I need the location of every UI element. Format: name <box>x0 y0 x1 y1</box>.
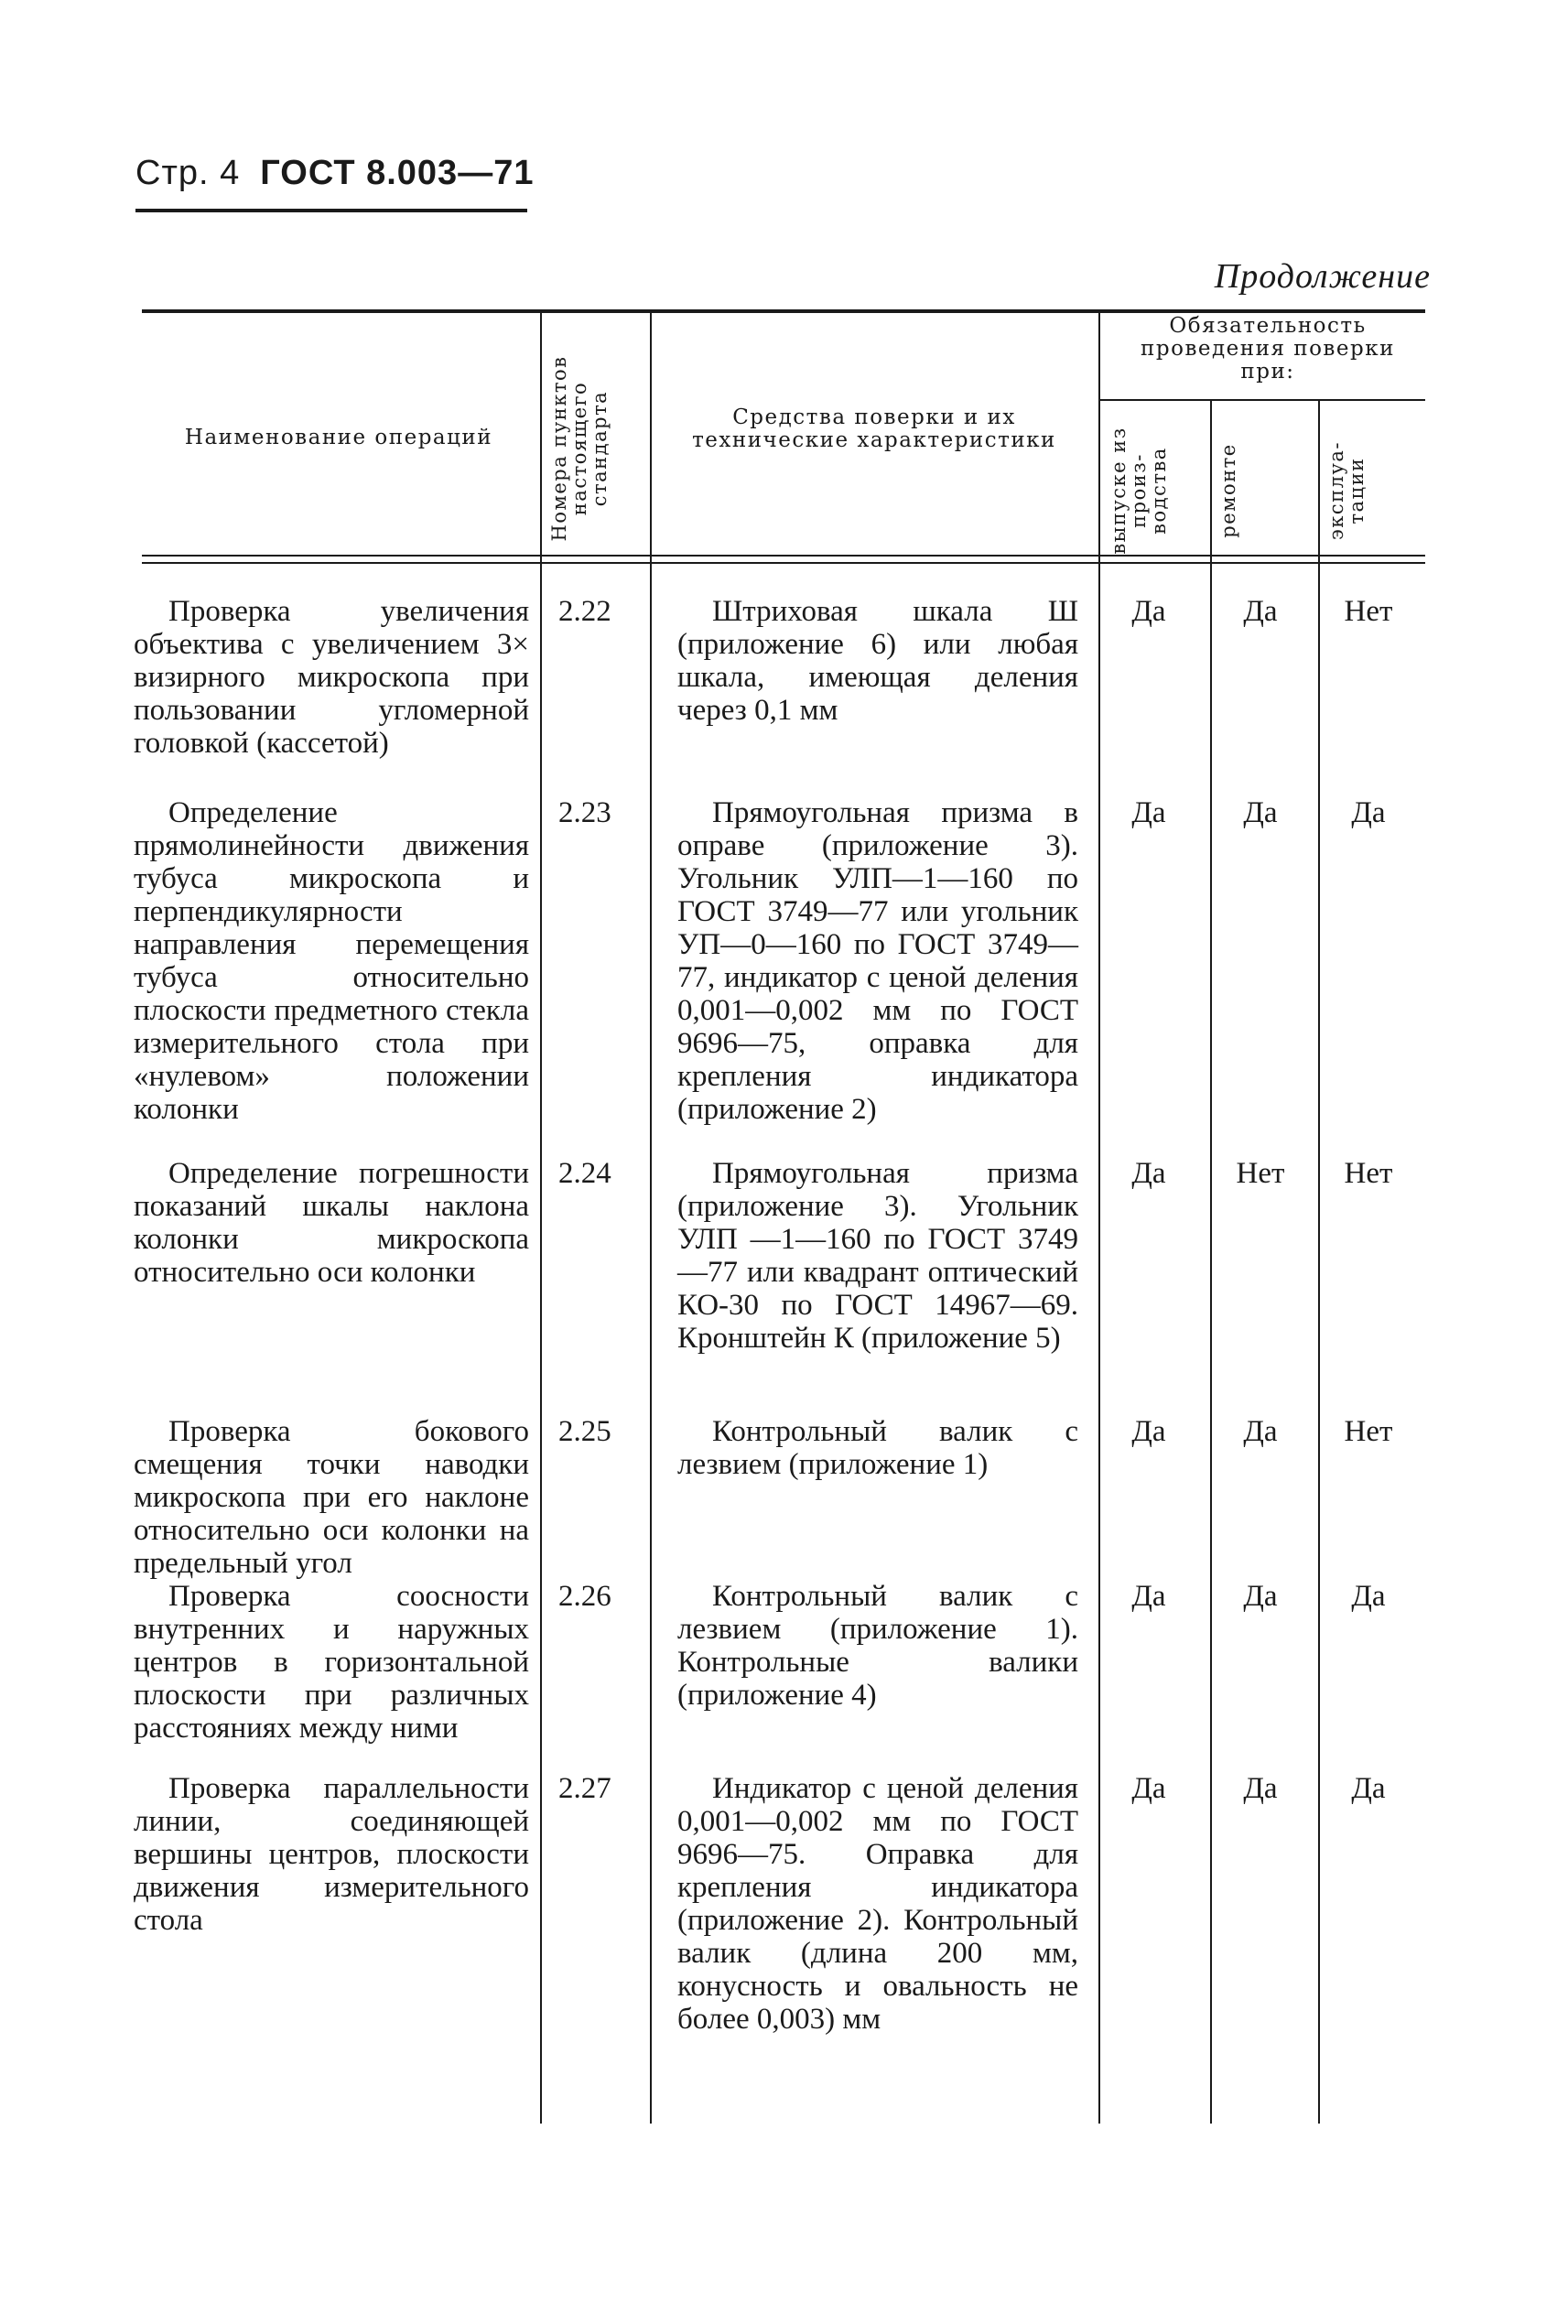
column-divider-1 <box>540 311 542 2124</box>
table-row-means: Индикатор с ценой деления 0,001—0,002 мм по ГОСТ 9696—75. Оправка для крепления индикатора (приложение 2). Контрольный валик (длина 200 мм, конусность и овальность не более 0,003) мм <box>677 1772 1078 2036</box>
group-header-rule <box>1100 399 1425 401</box>
column-divider-4 <box>1210 401 1212 2124</box>
table-row-repair: Да <box>1243 1415 1278 1448</box>
page-header <box>135 154 534 193</box>
column-divider-3 <box>1098 311 1100 2124</box>
table-row-release: Да <box>1131 1157 1166 1190</box>
table-row-operation: Определение погрешности показаний шкалы наклона колонки микроскопа относительно оси колонки <box>134 1157 529 1289</box>
table-row-release: Да <box>1131 595 1166 628</box>
col-header-release: выпуске из произ-водства <box>1108 427 1170 555</box>
table-row-means: Штриховая шкала Ш (приложение 6) или любая шкала, имеющая деления через 0,1 мм <box>677 595 1078 727</box>
page-number: Стр. 4 <box>135 154 241 192</box>
table-row-release: Да <box>1131 1415 1166 1448</box>
table-row-operation: Проверка бокового смещения точки наводки микроскопа при его наклоне относительно оси колонки на предельный угол <box>134 1415 529 1580</box>
table-row-release: Да <box>1131 1580 1166 1613</box>
table-row-repair: Да <box>1243 1580 1278 1613</box>
standard-id: ГОСТ 8.003—71 <box>260 154 535 192</box>
table-row-use: Нет <box>1344 1157 1393 1190</box>
table-row-clause: 2.22 <box>558 595 611 628</box>
table-top-rule <box>142 309 1425 313</box>
col-header-clause-numbers: Номера пунктов настоящего стандарта <box>548 355 611 542</box>
table-row-release: Да <box>1131 796 1166 829</box>
table-row-operation: Проверка соосности внутренних и наружных центров в горизонтальной плоскости при различных расстояниях между ними <box>134 1580 529 1745</box>
table-row-repair: Да <box>1243 1772 1278 1805</box>
table-row-operation: Проверка увеличения объектива с увеличением 3× визирного микроскопа при пользовании угломерной головкой (кассетой) <box>134 595 529 760</box>
column-divider-5 <box>1318 401 1320 2124</box>
table-row-release: Да <box>1131 1772 1166 1805</box>
header-rule <box>135 209 527 212</box>
col-header-repair: ремонте <box>1217 443 1239 538</box>
col-header-operation: Наименование операций <box>184 426 493 449</box>
table-row-use: Нет <box>1344 595 1393 628</box>
continuation-label: Продолжение <box>1214 257 1431 296</box>
table-row-use: Нет <box>1344 1415 1393 1448</box>
table-row-means: Контрольный валик с лезвием (приложение 1) <box>677 1415 1078 1481</box>
table-row-repair: Нет <box>1236 1157 1285 1190</box>
col-header-means: Средства поверки и их технические характеристики <box>692 405 1056 452</box>
table-row-use: Да <box>1351 1580 1386 1613</box>
col-header-operation-use: эксплуа-тации <box>1325 441 1368 540</box>
table-row-clause: 2.23 <box>558 796 611 829</box>
table-row-operation: Определение прямолинейности движения тубуса микроскопа и перпендикулярности направления перемещения тубуса относительно плоскости предметного стекла измерительного стола при «нулевом» положении колонки <box>134 796 529 1126</box>
table-row-operation: Проверка параллельности линии, соединяющей вершины центров, плоскости движения измерительного стола <box>134 1772 529 1937</box>
column-divider-2 <box>650 311 652 2124</box>
table-row-clause: 2.25 <box>558 1415 611 1448</box>
table-row-means: Контрольный валик с лезвием (приложение 1). Контрольные валики (приложение 4) <box>677 1580 1078 1712</box>
table-row-repair: Да <box>1243 595 1278 628</box>
table-row-use: Да <box>1351 796 1386 829</box>
col-header-mandatory: Обязательность проведения поверки при: <box>1141 314 1395 384</box>
table-row-clause: 2.27 <box>558 1772 611 1805</box>
table-row-clause: 2.26 <box>558 1580 611 1613</box>
table-row-use: Да <box>1351 1772 1386 1805</box>
table-row-means: Прямоугольная призма в оправе (приложение 3). Угольник УЛП—1—160 по ГОСТ 3749—77 или угольник УП—0—160 по ГОСТ 3749—77, индикатор с ценой деления 0,001—0,002 мм по ГОСТ 9696—75, оправка для крепления индикатора (приложение 2) <box>677 796 1078 1126</box>
table-row-repair: Да <box>1243 796 1278 829</box>
table-row-means: Прямоугольная призма (приложение 3). Угольник УЛП —1—160 по ГОСТ 3749—77 или квадрант оптический КО-30 по ГОСТ 14967—69. Кронштейн К (приложение 5) <box>677 1157 1078 1355</box>
table-row-clause: 2.24 <box>558 1157 611 1190</box>
